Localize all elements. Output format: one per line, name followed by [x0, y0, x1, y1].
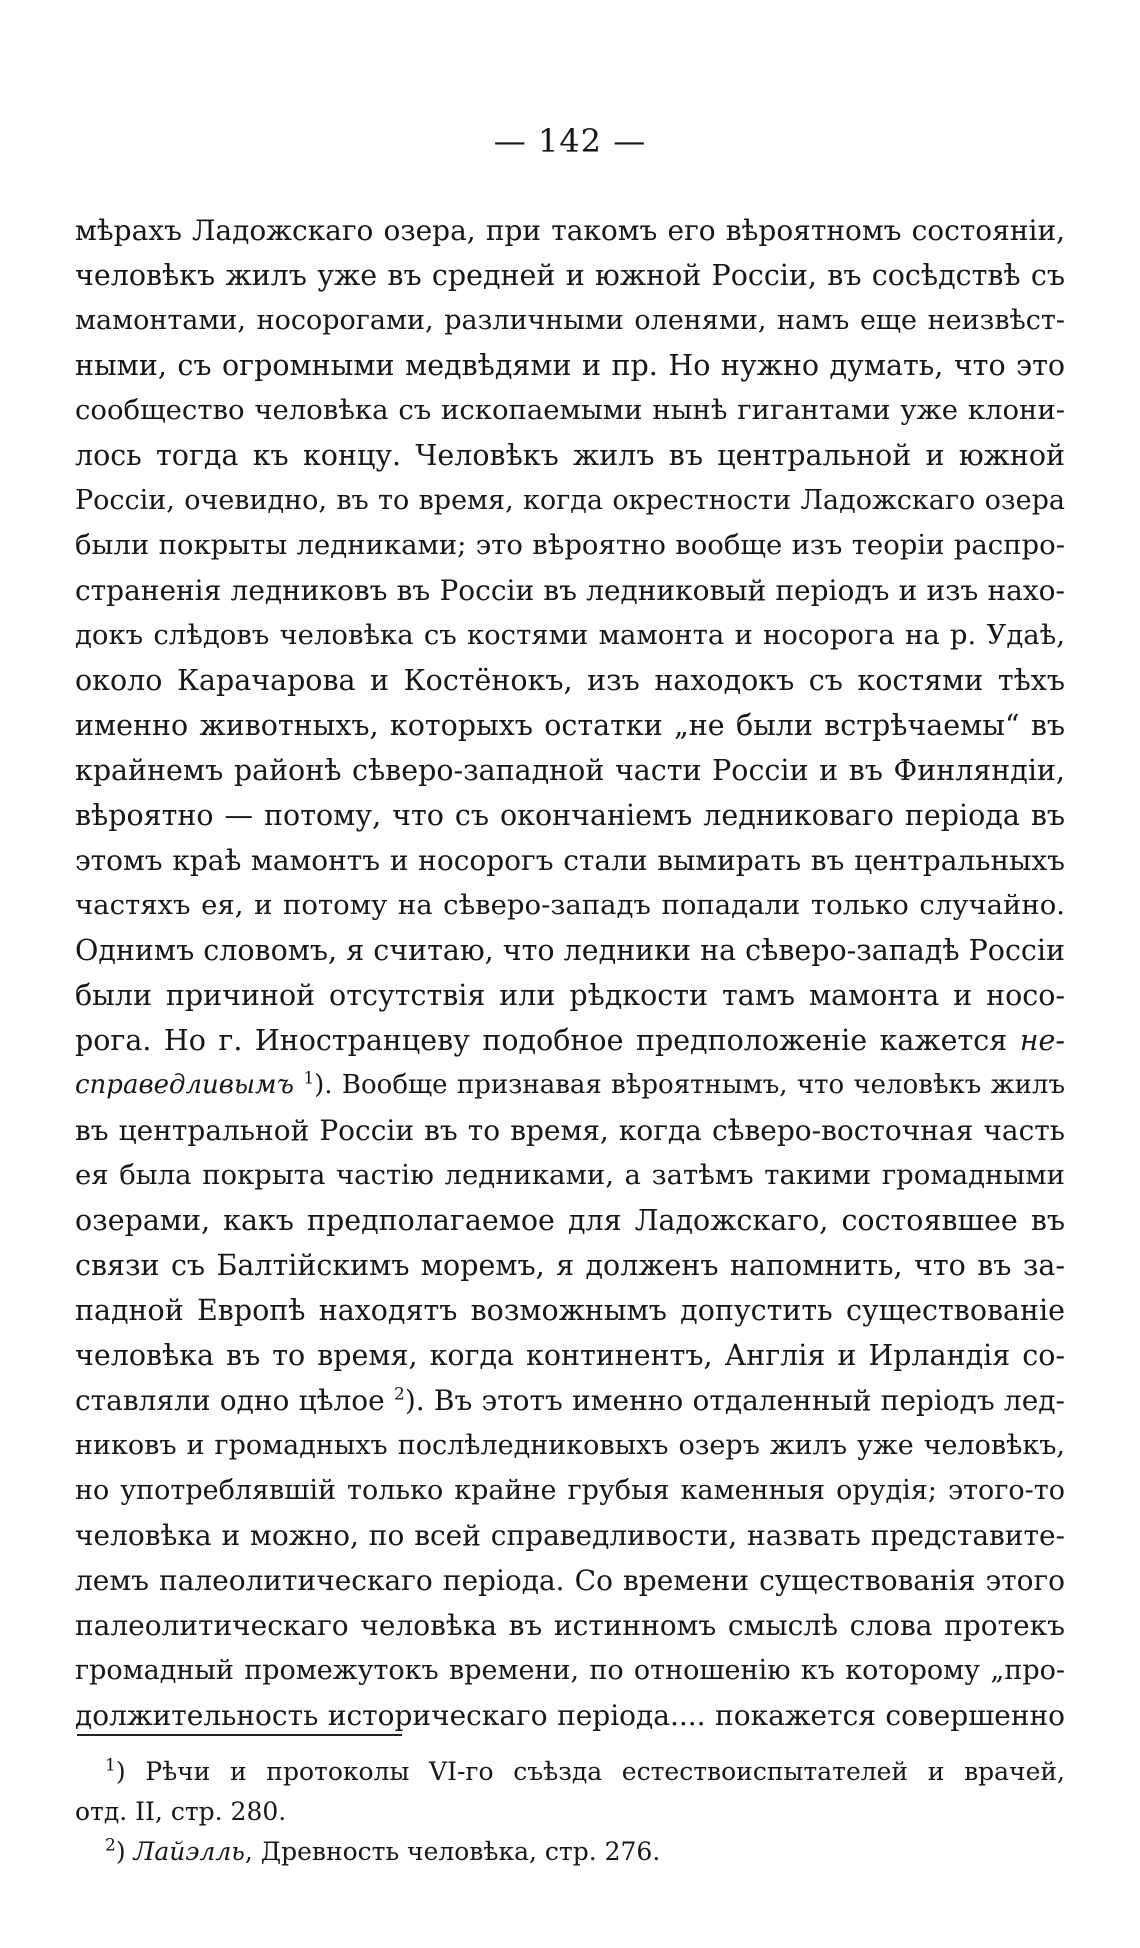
text-line: должительность историческаго періода.... покажется совершенно: [75, 1699, 1065, 1732]
text-line: около Карачарова и Костёнокъ, изъ находокъ съ костями тѣхъ: [75, 664, 1065, 697]
text-line: громадный промежутокъ времени, по отношенію къ которому „про-: [75, 1655, 1065, 1686]
text-line: этомъ краѣ мамонтъ и носорогъ стали вымирать въ центральныхъ: [75, 844, 1065, 877]
text-line: именно животныхъ, которыхъ остатки „не были встрѣчаемы“ въ: [75, 709, 1065, 742]
italic-word: не-: [1019, 1024, 1065, 1057]
page-number: — 142 —: [493, 122, 647, 160]
footnote-text: ) Рѣчи и протоколы VI-го съѣзда естествоиспытателей и врачей,: [115, 1757, 1065, 1786]
text-segment: ). Вообще признавая вѣроятнымъ, что человѣкъ жилъ: [314, 1070, 1065, 1100]
text-line: связи съ Балтійскимъ моремъ, я долженъ напомнить, что въ за-: [75, 1249, 1065, 1282]
footnote-1: [75, 1752, 1065, 1792]
footnote-marker: 2: [105, 1835, 116, 1856]
text-line: были причиной отсутствія или рѣдкости тамъ мамонта и носо-: [75, 979, 1065, 1012]
footnote-marker: 1: [105, 1755, 116, 1776]
text-line: никовъ и громадныхъ послѣледниковыхъ озеръ жилъ уже человѣкъ,: [75, 1430, 1065, 1461]
footnote-author: Лайэлль: [133, 1837, 245, 1866]
footnote-2: $^2$) Лайэлль, Древность человѣка, стр. 276.: [105, 1835, 661, 1866]
text-line: страненія ледниковъ въ Россіи въ ледниковый періодъ и изъ нахо-: [75, 574, 1065, 607]
text-line: но употреблявшій только крайне грубыя каменныя орудія; этого-то: [75, 1475, 1065, 1506]
text-line: въ центральной Россіи въ то время, когда сѣверо-восточная часть: [75, 1114, 1065, 1147]
text-line: Однимъ словомъ, я считаю, что ледники на сѣверо-западѣ Россіи: [75, 934, 1065, 967]
footnote-divider: [77, 1734, 402, 1736]
text-line: крайнемъ районѣ сѣверо-западной части Россіи и въ Финляндіи,: [75, 754, 1065, 787]
text-line: лемъ палеолитическаго періода. Со времени существованія этого: [75, 1564, 1065, 1597]
text-line: лось тогда къ концу. Человѣкъ жилъ въ центральной и южной: [75, 439, 1065, 472]
footnote-ref: 1: [303, 1068, 315, 1089]
text-line: докъ слѣдовъ человѣка съ костями мамонта и носорога на р. Удаѣ,: [75, 619, 1065, 651]
text-line: частяхъ ея, и потому на сѣверо-западъ попадали только случайно.: [75, 889, 1065, 921]
footnotes: [75, 1752, 1065, 1872]
text-line: Россіи, очевидно, въ то время, когда окрестности Ладожскаго озера: [75, 485, 1065, 516]
italic-word: справедливымъ: [75, 1070, 294, 1100]
footnote-text: , Древность человѣка, стр. 276.: [244, 1837, 661, 1866]
text-line: человѣка и можно, по всей справедливости, назвать представите-: [75, 1519, 1065, 1552]
text-line: палеолитическаго человѣка въ истинномъ смыслѣ слова протекъ: [75, 1609, 1065, 1642]
footnote-1-continued: отд. II, стр. 280.: [75, 1797, 287, 1826]
text-line-with-italic: [75, 1018, 1065, 1063]
text-line: озерами, какъ предполагаемое для Ладожскаго, состоявшее въ: [75, 1204, 1065, 1237]
text-line: вѣроятно — потому, что съ окончаніемъ ледниковаго періода въ: [75, 799, 1065, 832]
text-line: мѣрахъ Ладожскаго озера, при такомъ его вѣроятномъ состояніи,: [75, 214, 1065, 247]
text-segment: ставляли одно цѣлое: [75, 1384, 385, 1417]
text-line: сообщество человѣка съ ископаемыми нынѣ гигантами уже клони-: [75, 394, 1065, 426]
text-segment: рога. Но г. Иностранцеву подобное предположеніе кажется: [75, 1024, 1008, 1057]
footnote-ref: 2: [393, 1384, 405, 1405]
text-line-with-footnote-ref: [75, 1063, 1065, 1108]
text-line: падной Европѣ находятъ возможнымъ допустить существованіе: [75, 1294, 1065, 1327]
main-text: [75, 208, 1065, 1738]
text-segment: ). Въ этотъ именно отдаленный періодъ лед-: [404, 1384, 1065, 1417]
text-line: ными, съ огромными медвѣдями и пр. Но нужно думать, что это: [75, 349, 1065, 382]
text-line: были покрыты ледниками; это вѣроятно вообще изъ теоріи распро-: [75, 529, 1065, 561]
text-line: ея была покрыта частію ледниками, а затѣмъ такими громадными: [75, 1159, 1065, 1191]
text-line: человѣкъ жилъ уже въ средней и южной Россіи, въ сосѣдствѣ съ: [75, 259, 1065, 292]
text-line-with-footnote-ref: [75, 1378, 1065, 1423]
text-line: человѣка въ то время, когда континентъ, Англія и Ирландія со-: [75, 1339, 1065, 1372]
text-line: мамонтами, носорогами, различными оленями, намъ еще неизвѣст-: [75, 305, 1065, 336]
